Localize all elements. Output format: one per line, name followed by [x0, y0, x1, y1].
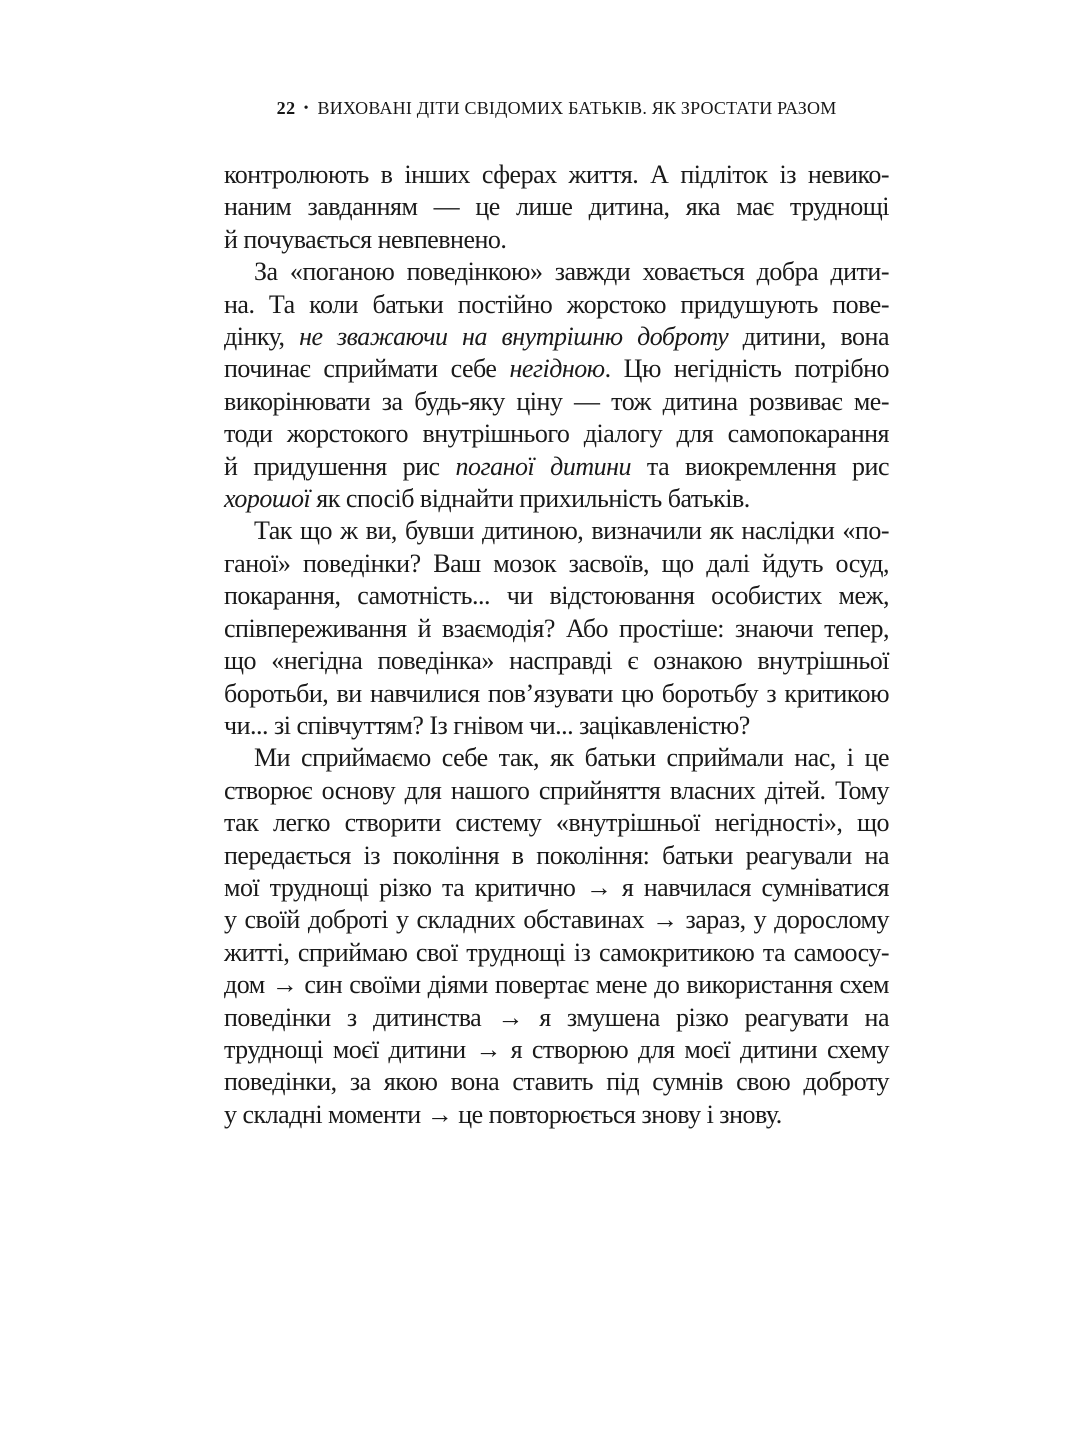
text-segment: покарання, самотність... чи відстоювання особистих меж, [224, 581, 889, 611]
text-segment: За «поганою поведінкою» завжди ховається добра дити- [254, 257, 889, 287]
text-line [224, 1066, 889, 1098]
text-line [224, 775, 889, 807]
italic-text-segment: не зважаючи на внутрішню доброту [299, 322, 729, 352]
text-line [224, 353, 889, 385]
text-line [224, 904, 889, 936]
italic-text-segment: хорошої [224, 484, 311, 514]
text-line [224, 548, 889, 580]
text-line [224, 872, 889, 904]
text-segment: контролюють в інших сферах життя. А підліток із невико- [224, 160, 889, 189]
text-segment: співпереживання й взаємодія? Або простіше: знаючи тепер, [224, 613, 889, 643]
text-segment: передається із покоління в покоління: батьки реагували на [224, 840, 889, 870]
text-line [224, 1099, 889, 1131]
text-segment: труднощі моєї дитини → я створюю для моєї дитини схему [224, 1034, 889, 1064]
paragraph [224, 515, 889, 742]
text-segment: викорінювати за будь-яку ціну — тож дитина розвиває ме- [224, 386, 889, 416]
page-number: 22 [276, 98, 296, 118]
text-line [224, 191, 889, 223]
text-line [224, 256, 889, 288]
running-title: ВИХОВАНІ ДІТИ СВІДОМИХ БАТЬКІВ. ЯК ЗРОСТАТИ РАЗОМ [317, 98, 837, 118]
text-segment: Так що ж ви, бувши дитиною, визначили як наслідки «по- [254, 516, 889, 546]
text-line [224, 969, 889, 1001]
text-segment: мої труднощі різко та критично → я навчилася сумніватися [224, 872, 889, 902]
text-segment: дінку, [224, 322, 300, 352]
text-line [224, 386, 889, 418]
text-segment: житті, сприймаю свої труднощі із самокритикою та самоосу- [224, 937, 889, 967]
text-segment: й придушення рис [224, 451, 456, 481]
text-segment: тоди жорстокого внутрішнього діалогу для самопокарання [224, 419, 889, 449]
paragraph [224, 256, 889, 515]
text-segment: що «негідна поведінка» насправді є ознакою внутрішньої [224, 646, 889, 676]
text-line [224, 289, 889, 321]
text-segment: як спосіб віднайти прихильність батьків. [310, 484, 750, 514]
text-line [224, 159, 889, 191]
text-line [224, 580, 889, 612]
bullet-separator: • [303, 101, 309, 116]
text-line [224, 224, 889, 256]
text-line [224, 451, 889, 483]
text-segment: . Цю негідність потрібно [604, 354, 889, 384]
text-segment: на. Та коли батьки постійно жорстоко придушують пове- [224, 289, 889, 319]
text-line [224, 710, 889, 742]
text-segment: поведінки з дитинства → я змушена різко реагувати на [224, 1002, 889, 1032]
italic-text-segment: негідною [509, 354, 605, 384]
text-segment: у своїй доброті у складних обставинах → зараз, у дорослому [224, 905, 889, 935]
paragraph [224, 159, 889, 256]
text-line [224, 807, 889, 839]
italic-text-segment: поганої дитини [455, 451, 631, 481]
text-line [224, 515, 889, 547]
text-segment: ганої» поведінки? Ваш мозок засвоїв, що далі йдуть осуд, [224, 548, 889, 578]
text-segment: поведінки, за якою вона ставить під сумнів свою доброту [224, 1067, 889, 1097]
text-line [224, 678, 889, 710]
text-line [224, 483, 889, 515]
text-segment: дом → син своїми діями повертає мене до використання схем [224, 970, 889, 1000]
text-segment: та виокремлення рис [631, 451, 890, 481]
text-line [224, 321, 889, 353]
text-segment: створює основу для нашого сприйняття власних дітей. Тому [224, 775, 889, 805]
text-line [224, 937, 889, 969]
text-segment: дитини, вона [728, 322, 889, 352]
text-segment: починає сприймати себе [224, 354, 510, 384]
text-line [224, 840, 889, 872]
text-line [224, 742, 889, 774]
text-segment: й почувається невпевнено. [224, 224, 507, 254]
text-line [224, 613, 889, 645]
text-line [224, 1034, 889, 1066]
running-head [224, 96, 889, 121]
text-segment: чи... зі співчуттям? Із гнівом чи... зацікавленістю? [224, 710, 750, 740]
text-line [224, 1002, 889, 1034]
text-segment: Ми сприймаємо себе так, як батьки сприймали нас, і це [254, 743, 889, 773]
text-segment: у складні моменти → це повторюється знову і знову. [224, 1099, 782, 1129]
text-segment: так легко створити систему «внутрішньої негідності», що [224, 808, 889, 838]
text-segment: наним завданням — це лише дитина, яка має труднощі [224, 192, 889, 222]
text-line [224, 418, 889, 450]
text-segment: боротьби, ви навчилися пов’язувати цю боротьбу з критикою [224, 678, 889, 708]
text-block [224, 159, 889, 1131]
paragraph [224, 742, 889, 1131]
text-line [224, 645, 889, 677]
